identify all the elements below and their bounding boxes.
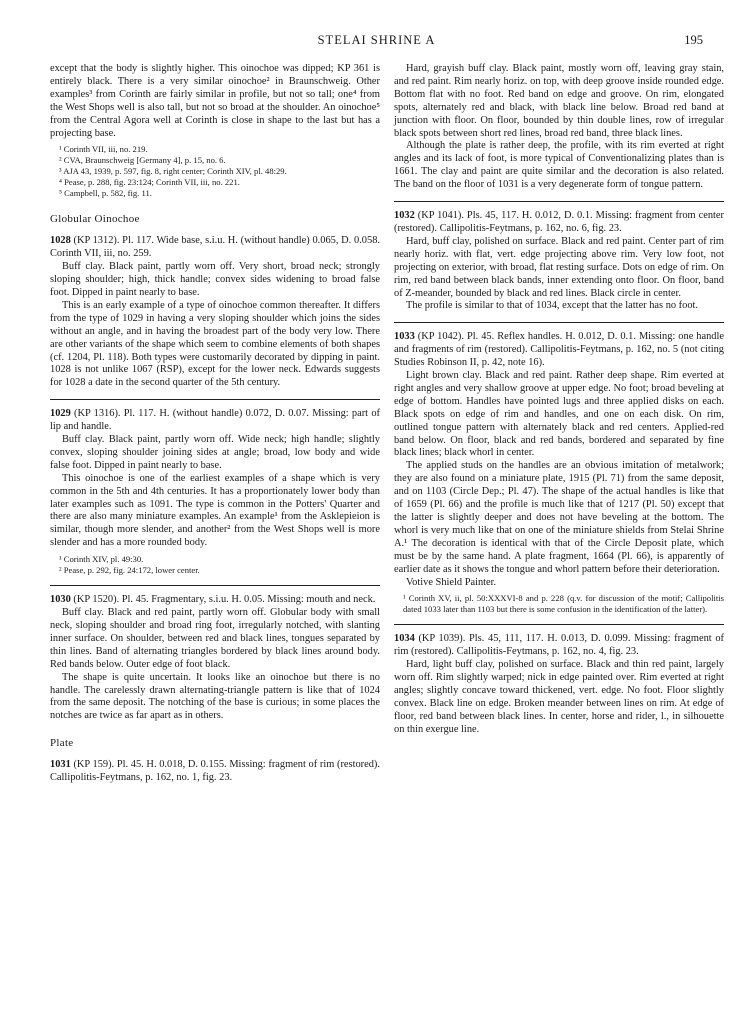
entry-1031-discussion: Although the plate is rather deep, the profile, with its rim everted at right angles and its lack of foot, is more typical of Conventionalizing plates than is 1661. The clay and paint are quite similar and the decoration is also related. The band on the floor of 1031 is a very degenerate form of tongue pattern. [394,140,724,191]
entry-1033-attribution: Votive Shield Painter. [406,576,497,588]
entry-1032-discussion: The profile is similar to that of 1034, except that the latter has no foot. [406,300,699,312]
footnotes-1029 [50,554,380,576]
entry-1033-discussion: The applied studs on the handles are an obvious imitation of metalwork; they are also found on a miniature plate, 1915 (Pl. 71) from the same deposit, and on 1103 (Circle Dep.; Pl. 47). The shape of the actual handles is like that of 1659 (Pl. 66) and the profile is much like that of 1217 (Pl. 50) except that the latter is slightly deeper and does not have beveling at the bottom. The whorl is very much like that on one of the miniature shields from Stelai Shrine A.¹ The decoration is identical with that of the Circle Deposit plate, which must be by the same hand. A plate fragment, 1664 (Pl. 66), is apparently of earlier date as it shows the tongue and whorl pattern before their deterioration. [394,460,724,575]
footnote: ¹ Corinth XIV, pl. 49:30. [59,554,144,565]
section-heading-plate: Plate [50,737,74,750]
page-header [50,33,703,53]
entry-1031-heading [50,759,380,785]
entry-1029-description: Buff clay. Black paint, partly worn off. Wide neck; high handle; slightly convex, sloping shoulder joining sides at angle; broad, low body and wide false foot. Dipped in paint nearly to base. [50,434,380,471]
entry-1034-description: Hard, light buff clay, polished on surface. Black and thin red paint, largely worn off. Rim slightly warped; nick in edge painted over. Rim everted at right angles; slightly concave toward thickened, vert. edge. No foot. Floor slightly convex. Black line on edge. Broken meander between lines on rim. At edge of floor, red band between black lines. In center, horse and rider, l., in silhouette on thin exergue line. [394,659,724,735]
entry-1031-description: Hard, grayish buff clay. Black paint, mostly worn off, leaving gray stain, and red paint. Rim nearly horiz. on top, with deep groove inside rounded edge. Bottom flat with no foot. Red band on edge and groove. On rim, elongated spots, alternately red and black, with black line below. Broad red band at junction with floor. On floor, bounded by thin double lines, row of irregular black spots between short red lines, broad red band, three black lines. [394,63,724,139]
footnote: ² CVA, Braunschweig [Germany 4], p. 15, no. 6. [59,155,226,166]
entry-1029-discussion: This oinochoe is one of the earliest examples of a shape which is very common in the 5th and 4th centuries. It has a proportionately lower body than later examples such as 1091. The type is common in the Potters' Quarter and there are also many miniature examples. An example¹ from the Asklepieion is similar, though more slender, and another² from the West Shops well is more slender and has a more rounded body. [50,472,380,549]
entry-divider [50,585,380,586]
entry-divider [50,399,380,400]
section-heading-globular-oinochoe: Globular Oinochoe [50,213,140,226]
entry-1028-description: Buff clay. Black paint, partly worn off. Very short, broad neck; strongly sloping shoulder; high, thick handle; convex sides widening to broad false foot. Dipped in paint nearly to base. [50,261,380,298]
left-column [50,63,380,785]
entry-divider [394,322,724,323]
entry-details: (KP 159). Pl. 45. H. 0.018, D. 0.155. Missing: fragment of rim (restored). Callipolitis-Feytmans, p. 162, no. 1, fig. 23. [50,759,380,784]
entry-1032-description: Hard, buff clay, polished on surface. Black and red paint. Center part of rim nearly horiz. with flat, vert. edge projecting above rim. Very low foot, not projecting on exterior, with broad, flat resting surface. Dots on edge of rim. On rim, red band between black bands, inner extending onto floor. On floor, band of Z-meander, bounded by black and red lines. Black circle in center. [394,235,724,299]
running-title: STELAI SHRINE A [317,33,436,47]
entry-1030-discussion: The shape is quite uncertain. It looks like an oinochoe but there is no handle. The carelessly drawn alternating-triangle pattern is like that of 1024 from the same deposit. The notching of the base is curious; in some places the notches are twice as far apart as in others. [50,671,380,722]
entry-1028-discussion: This is an early example of a type of oinochoe common thereafter. It differs from the type of 1029 in having a very sloping shoulder which joins the sides without an angle, and in having the broadest part of the body very low. There are other variants of the shape which seem to combine elements of both shapes (cf. 1204, Pl. 118). Both types were customarily decorated by dipping in paint. 1028 is not unlike 1067 (RSP), except for the lower neck. Edwards suggests for 1028 a date in the second quarter of the 5th century. [50,299,380,389]
entry-1033-heading [394,331,724,370]
footnote: ³ AJA 43, 1939, p. 597, fig. 8, right center; Corinth XIV, pl. 48:29. [59,166,287,177]
catalog-number: 1028 [50,235,71,247]
catalog-number: 1031 [50,759,71,771]
entry-details: (KP 1520). Pl. 45. Fragmentary, s.i.u. H. 0.05. Missing: mouth and neck. [70,594,376,606]
entry-details: (KP 1041). Pls. 45, 117. H. 0.012, D. 0.1. Missing: fragment from center (restored). Callipolitis-Feytmans, p. 162, no. 6, fig. 23. [394,210,724,234]
entry-1034-heading [394,633,724,659]
entry-1029-heading [50,408,380,434]
paragraph-intro: except that the body is slightly higher. This oinochoe was dipped; KP 361 is entirely black. There is a very similar oinochoe² in Braunschweig. Other examples³ from Corinth are fairly similar in profile, but not so tall; one⁴ from the West Shops well is also tall, but not so broad at the shoulder. An oinochoe⁵ from the Central Agora well at Corinth is close in shape to the last but has a projecting base. [50,63,380,139]
catalog-number: 1033 [394,331,415,343]
footnote: ¹ Corinth VII, iii, no. 219. [59,144,148,155]
footnote: ² Pease, p. 292, fig. 24:172, lower center. [59,565,200,576]
footnote: ¹ Corinth XV, ii, pl. 50:XXXVI-8 and p. 228 (q.v. for discussion of the motif; Callipolitis dated 1033 later than 1103 but there is some confusion in the identification of the latter). [403,593,724,615]
entry-details: (KP 1316). Pl. 117. H. (without handle) 0.072, D. 0.07. Missing: part of lip and handle. [50,408,380,433]
entry-details: (KP 1042). Pl. 45. Reflex handles. H. 0.012, D. 0.1. Missing: one handle and fragments of rim (restored). Callipolitis-Feytmans, p. 162, no. 5 (not citing Studies Robinson II, p. 42, note 16). [394,331,724,369]
entry-1030-heading [50,594,380,607]
entry-1032-heading [394,210,724,236]
entry-1033-description: Light brown clay. Black and red paint. Rather deep shape. Rim everted at right angles and very shallow groove at upper edge. No foot; broad beveling at edge of bottom. Handles have pointed lugs and three applied disks on each. Black spots on edge of rim and handles, and one on each disk. On rim, outlined tongue pattern with alternately black and red centers. Applied-red band below. On floor, black and red bands, bordered and separated by fine black lines; black whorl in center. [394,370,724,459]
footnotes-intro [50,144,380,199]
catalog-number: 1030 [50,594,71,606]
page-number: 195 [684,33,703,47]
entry-details: (KP 1039). Pls. 45, 111, 117. H. 0.013, D. 0.099. Missing: fragment of rim (restored). Callipolitis-Feytmans, p. 162, no. 4, fig. 23. [394,633,724,658]
entry-1028-heading [50,235,380,261]
catalog-number: 1032 [394,210,415,222]
footnotes-1033 [394,593,724,615]
catalog-number: 1034 [394,633,415,645]
entry-1030-description: Buff clay. Black and red paint, partly worn off. Globular body with small neck, sloping shoulder and broad ring foot, irregularly notched, with slanting inner surface. On shoulder, between red and black lines, tongues separated by thin lines. Band of alternating triangles bordered by black lines around body. Red bands below. Outer edge of foot black. [50,607,380,670]
entry-divider [394,201,724,202]
entry-details: (KP 1312). Pl. 117. Wide base, s.i.u. H. (without handle) 0.065, D. 0.058. Corinth VII, iii, no. 259. [50,235,380,260]
catalog-number: 1029 [50,408,71,420]
right-column [394,63,724,737]
entry-divider [394,624,724,625]
footnote: ⁵ Campbell, p. 582, fig. 11. [59,188,152,199]
footnote: ⁴ Pease, p. 288, fig. 23:124; Corinth VII, iii, no. 221. [59,177,240,188]
